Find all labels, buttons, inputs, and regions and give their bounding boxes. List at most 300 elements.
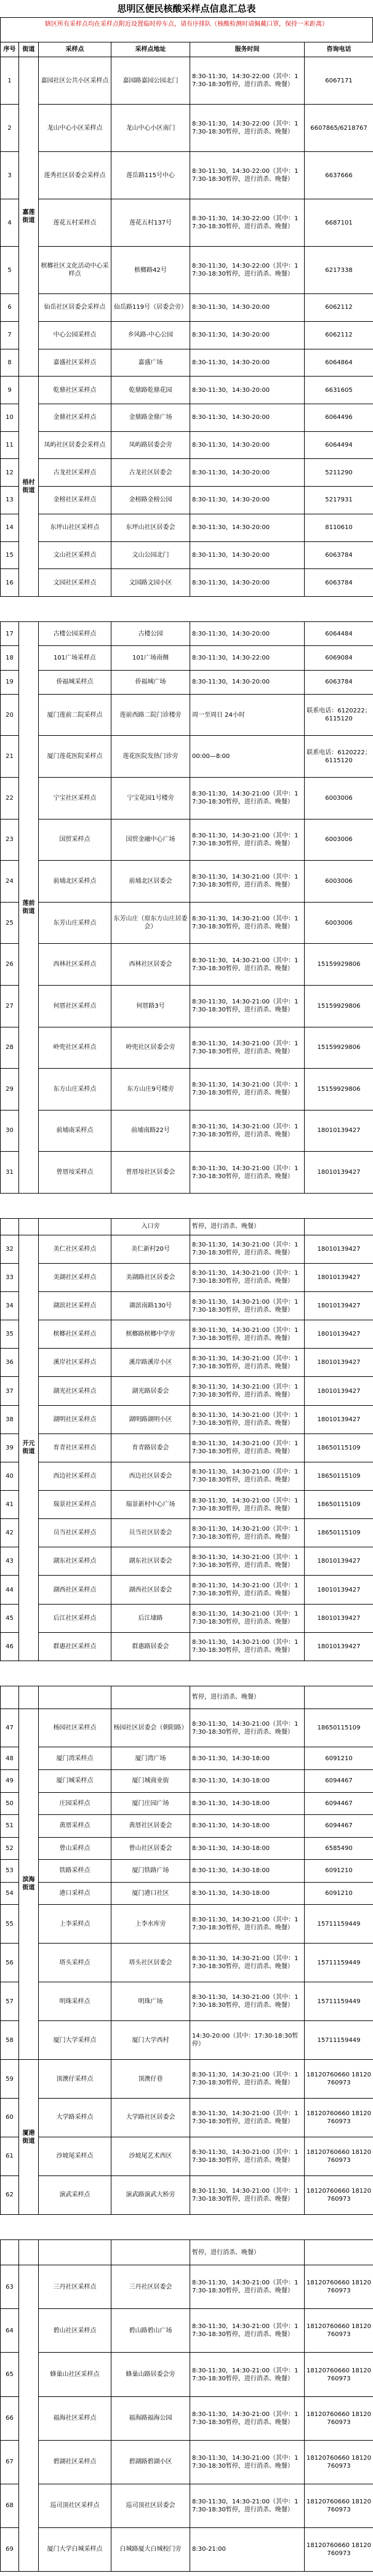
site-name: 湖明社区采样点 (39, 1405, 111, 1434)
site-address: 文山公园北门 (111, 541, 190, 569)
site-name: 莲花五村采样点 (39, 199, 111, 247)
site-name: 凤屿社区居委会采样点 (39, 431, 111, 459)
site-address: 美湖路社区居委会 (111, 1263, 190, 1291)
site-address: 国贸金融中心广场 (111, 819, 190, 861)
sampling-point-table (0, 2239, 373, 2572)
table-row (1, 1632, 373, 1661)
service-hours: 8:30-11:30，14:30-18:00 (190, 1815, 305, 1838)
table-row (1, 2137, 373, 2175)
site-address: 莲花医院发热门诊旁 (111, 736, 190, 778)
site-address (111, 1686, 190, 1709)
row-number: 1 (1, 57, 19, 105)
site-address: 上李水库旁 (111, 1905, 190, 1944)
site-name: 厦门城采样点 (39, 1770, 111, 1793)
page-title: 思明区便民核酸采样点信息汇总表 (117, 3, 256, 14)
site-address (111, 2240, 190, 2265)
site-name: 文山社区采样点 (39, 541, 111, 569)
site-address: 东坪山社区居委会 (111, 514, 190, 541)
service-hours: 8:30-11:30，14:30-21:00（其中：17:30-18:30暂停，进行消杀、晚餐） (190, 819, 305, 861)
row-number: 48 (1, 1747, 19, 1770)
contact-phone (305, 1686, 373, 1709)
row-number: 23 (1, 819, 19, 861)
service-hours: 8:30-11:30，14:30-21:00（其中：17:30-18:30暂停，进行消杀、晚餐） (190, 2440, 305, 2484)
table-row (1, 2175, 373, 2214)
header-site-name: 采样点 (39, 42, 111, 57)
table-row (1, 1377, 373, 1405)
service-hours: 8:30-11:30，14:30-21:00（其中：17:30-18:30暂停，进行消杀、晚餐） (190, 2265, 305, 2309)
contact-phone: 18120760660 18120760973 (305, 2137, 373, 2175)
site-address: 湖东社区居委会 (111, 1547, 190, 1576)
row-number: 61 (1, 2137, 19, 2175)
site-name: 溪岸社区采样点 (39, 1349, 111, 1377)
service-hours: 8:30-11:30，14:30-21:00（其中：17:30-18:30暂停，进行消杀、晚餐） (190, 2353, 305, 2396)
service-hours: 8:30-11:30，14:30-18:00 (190, 1837, 305, 1860)
site-name: 嘉园社区公共小区采样点 (39, 57, 111, 105)
service-hours: 8:30-11:30，14:30-22:00（其中：17:30-18:30暂停，进行消杀、晚餐） (190, 199, 305, 247)
site-address: 厦门港口社区 (111, 1882, 190, 1905)
table-row (1, 152, 373, 199)
site-address: 塔头社区居委会 (111, 1944, 190, 1982)
contact-phone: 18010139427 (305, 1110, 373, 1152)
site-name: 厦门大学白城采样点 (39, 2527, 111, 2571)
row-number: 26 (1, 944, 19, 986)
table-body (1, 622, 373, 1194)
site-name: 岭兜社区采样点 (39, 1027, 111, 1069)
table-row (1, 199, 373, 247)
site-name (39, 1219, 111, 1235)
site-name: 演武采样点 (39, 2175, 111, 2214)
service-hours: 8:30-11:30，14:30-21:00（其中：17:30-18:30暂停，进行消杀、晚餐） (190, 2060, 305, 2099)
table-row (1, 349, 373, 377)
table-row (1, 431, 373, 459)
site-address: 嘉园路嘉园公园北门 (111, 57, 190, 105)
site-name: 东方山庄采样点 (39, 1069, 111, 1111)
page-section-2 (0, 621, 373, 1194)
row-number: 43 (1, 1547, 19, 1576)
contact-phone: 6064864 (305, 349, 373, 377)
service-hours: 8:30-11:30，14:30-20:00 (190, 514, 305, 541)
site-address: 曾厝垵社区居委会 (111, 1152, 190, 1194)
table-row (1, 1982, 373, 2021)
table-row (1, 1882, 373, 1905)
service-hours: 8:30-11:30，14:30-18:00 (190, 1792, 305, 1815)
table-row (1, 1292, 373, 1320)
site-address: 瑞景新村中心广场 (111, 1491, 190, 1519)
service-hours: 8:30-11:30，14:30-18:00 (190, 1770, 305, 1793)
header-street: 街道 (19, 42, 39, 57)
contact-phone: 18120760660 18120760973 (305, 2265, 373, 2309)
row-number: 5 (1, 247, 19, 294)
row-number: 63 (1, 2265, 19, 2309)
site-name: 瑞景社区采样点 (39, 1491, 111, 1519)
table-row (1, 777, 373, 819)
service-hours: 暂停，进行消杀、晚餐） (190, 2240, 305, 2265)
service-hours: 8:30-11:30，14:30-21:00（其中：17:30-18:30暂停，进行消杀、晚餐） (190, 1547, 305, 1576)
contact-phone: 18010139427 (305, 1576, 373, 1604)
row-number: 49 (1, 1770, 19, 1793)
site-address: 东芳山庄（原东方山庄居委会） (111, 902, 190, 944)
table-row (1, 2353, 373, 2396)
contact-phone: 6094467 (305, 1815, 373, 1838)
site-name: 群惠社区采样点 (39, 1632, 111, 1661)
service-hours: 8:30-11:30，14:30-21:00（其中：17:30-18:30暂停，进行消杀、晚餐） (190, 1263, 305, 1291)
row-number: 27 (1, 985, 19, 1027)
table-row (1, 1944, 373, 1982)
table-row (1, 294, 373, 322)
contact-phone: 6607865/6218767 (305, 105, 373, 152)
site-name: 美仁社区采样点 (39, 1235, 111, 1263)
site-name: 育青社区采样点 (39, 1434, 111, 1462)
site-address: 碧山路碧山广场 (111, 2309, 190, 2353)
street-cell: 梧村街道 (19, 377, 39, 597)
table-row (1, 819, 373, 861)
service-hours: 8:30-11:30，14:30-21:00（其中：17:30-18:30暂停，进行消杀、晚餐） (190, 1377, 305, 1405)
service-hours: 暂停，进行消杀、晚餐） (190, 1219, 305, 1235)
site-name: 上李采样点 (39, 1905, 111, 1944)
continuation-row (1, 1686, 373, 1709)
contact-phone: 6094467 (305, 1792, 373, 1815)
page-section-5 (0, 2239, 373, 2572)
contact-phone: 6091210 (305, 1747, 373, 1770)
site-address: 福海路福海公园 (111, 2396, 190, 2440)
site-address: 群惠路居委会 (111, 1632, 190, 1661)
contact-phone: 6063784 (305, 569, 373, 597)
service-hours: 8:30-11:30，14:30-22:00（其中：17:30-18:30暂停，进行消杀、晚餐） (190, 247, 305, 294)
table-header-row (1, 42, 373, 57)
row-number: 58 (1, 2021, 19, 2060)
service-hours: 8:30-11:30，14:30-21:00（其中：17:30-18:30暂停，进行消杀、晚餐） (190, 1519, 305, 1547)
site-name: 厦门湾采样点 (39, 1747, 111, 1770)
row-number: 52 (1, 1837, 19, 1860)
table-row (1, 694, 373, 736)
site-name: 西边社区采样点 (39, 1462, 111, 1490)
row-number (1, 1219, 19, 1235)
contact-phone: 6003006 (305, 902, 373, 944)
contact-phone: 18120760660 18120760973 (305, 2099, 373, 2137)
site-address: 湖光路居委会 (111, 1377, 190, 1405)
service-hours: 8:30-11:30，14:30-21:00（其中：17:30-18:30暂停，进行消杀、晚餐） (190, 1069, 305, 1111)
site-name: 东芳山庄采样点 (39, 902, 111, 944)
row-number: 15 (1, 541, 19, 569)
table-row (1, 1491, 373, 1519)
row-number: 37 (1, 1377, 19, 1405)
service-hours: 8:30-11:30，14:30-21:00（其中：17:30-18:30暂停，进行消杀、晚餐） (190, 1027, 305, 1069)
site-name (39, 1686, 111, 1709)
continuation-row (1, 1219, 373, 1235)
row-number: 53 (1, 1860, 19, 1883)
header-phone: 咨询电话 (305, 42, 373, 57)
site-address: 碧湖路碧湖小区 (111, 2440, 190, 2484)
table-row (1, 1152, 373, 1194)
site-name: 中心公园采样点 (39, 321, 111, 349)
service-hours: 8:30-11:30，14:30-21:00（其中：17:30-18:30暂停，进行消杀、晚餐） (190, 1491, 305, 1519)
row-number: 3 (1, 152, 19, 199)
site-address: 蜂巢山路居委会旁 (111, 2353, 190, 2396)
contact-phone: 18010139427 (305, 1320, 373, 1349)
site-address: 明珠广场 (111, 1982, 190, 2021)
site-name: 侨福城采样点 (39, 670, 111, 694)
table-row (1, 1905, 373, 1944)
contact-phone: 6067171 (305, 57, 373, 105)
service-hours: 周一至周日 24小时 (190, 694, 305, 736)
row-number: 20 (1, 694, 19, 736)
service-hours: 8:30-11:30，14:30-20:00 (190, 622, 305, 646)
row-number: 21 (1, 736, 19, 778)
service-hours: 8:30-11:30，14:30-21:00（其中：17:30-18:30暂停，进行消杀、晚餐） (190, 861, 305, 903)
service-hours: 8:30-11:30，14:30-20:00 (190, 404, 305, 431)
row-number: 64 (1, 2309, 19, 2353)
site-name: 前埔南采样点 (39, 1110, 111, 1152)
contact-phone: 5217931 (305, 487, 373, 514)
table-row (1, 1110, 373, 1152)
service-hours: 8:30-11:30，14:30-22:00（其中：17:30-18:30暂停，进行消杀、晚餐） (190, 57, 305, 105)
sampling-point-table (0, 621, 373, 1194)
site-name: 宁宝社区采样点 (39, 777, 111, 819)
site-address: 何厝路3号 (111, 985, 190, 1027)
site-name: 港口采样点 (39, 1882, 111, 1905)
site-name: 员当社区采样点 (39, 1519, 111, 1547)
table-row (1, 1576, 373, 1604)
contact-phone: 联系电话：6120222；6115120 (305, 736, 373, 778)
contact-phone: 15711159449 (305, 1905, 373, 1944)
site-address: 杨园社区居委会（朝阳路） (111, 1709, 190, 1747)
contact-phone: 6091210 (305, 1882, 373, 1905)
table-row (1, 1815, 373, 1838)
table-row (1, 1235, 373, 1263)
table-row (1, 1792, 373, 1815)
site-address: 仙岳路119号（居委会旁） (111, 294, 190, 322)
row-number: 47 (1, 1709, 19, 1747)
site-address: 龙山中心小区南门 (111, 105, 190, 152)
table-row (1, 247, 373, 294)
contact-phone: 15159929806 (305, 944, 373, 986)
table-row (1, 1747, 373, 1770)
row-number: 36 (1, 1349, 19, 1377)
contact-phone: 6091210 (305, 1860, 373, 1883)
site-name: 湖光社区采样点 (39, 1377, 111, 1405)
contact-phone: 18120760660 18120760973 (305, 2309, 373, 2353)
site-name: 黄厝采样点 (39, 1815, 111, 1838)
page-section-3 (0, 1218, 373, 1661)
notice-text: 辖区所有采样点均在采样点附近设置临时停车点，请有序排队（核酸检测时请佩戴口罩，保持一米距离） (0, 17, 373, 42)
site-name: 厦门莲前二院采样点 (39, 694, 111, 736)
contact-phone: 5211290 (305, 459, 373, 487)
table-body (1, 57, 373, 597)
row-number: 13 (1, 487, 19, 514)
site-address: 侨福城广场 (111, 670, 190, 694)
contact-phone: 18010139427 (305, 1263, 373, 1291)
site-address: 黄厝社区居委会 (111, 1815, 190, 1838)
site-address: 入口旁 (111, 1219, 190, 1235)
contact-phone: 6687101 (305, 199, 373, 247)
service-hours: 8:30-21:00 (190, 2527, 305, 2571)
site-name: 曾厝垵采样点 (39, 1152, 111, 1194)
street-cell (19, 1686, 39, 1709)
row-number: 25 (1, 902, 19, 944)
service-hours: 8:30-11:30，14:30-20:00 (190, 487, 305, 514)
table-row (1, 2484, 373, 2527)
table-row (1, 1434, 373, 1462)
table-row (1, 736, 373, 778)
service-hours: 8:30-11:30，14:30-18:00 (190, 1882, 305, 1905)
header-number: 序号 (1, 42, 19, 57)
site-name: 明珠采样点 (39, 1982, 111, 2021)
table-row (1, 2527, 373, 2571)
site-address: 金榜路金榜公园 (111, 487, 190, 514)
table-row (1, 1069, 373, 1111)
site-name: 湖西社区采样点 (39, 1576, 111, 1604)
contact-phone: 18120760660 18120760973 (305, 2060, 373, 2099)
row-number: 30 (1, 1110, 19, 1152)
site-name: 湖东社区采样点 (39, 1547, 111, 1576)
site-name: 湖滨社区采样点 (39, 1292, 111, 1320)
table-row (1, 514, 373, 541)
street-cell: 开元街道 (19, 1235, 39, 1661)
site-address: 莲前西路二院门诊楼旁 (111, 694, 190, 736)
site-name: 101广场采样点 (39, 646, 111, 670)
table-row (1, 1349, 373, 1377)
street-cell: 嘉莲街道 (19, 57, 39, 377)
table-row (1, 1837, 373, 1860)
header-address: 采样点地址 (111, 42, 190, 57)
table-row (1, 57, 373, 105)
page-section-1 (0, 0, 373, 597)
service-hours: 8:30-11:30，14:30-20:00 (190, 459, 305, 487)
table-row (1, 1027, 373, 1069)
service-hours: 8:30-11:30，14:30-20:00 (190, 670, 305, 694)
row-number: 28 (1, 1027, 19, 1069)
contact-phone: 18010139427 (305, 1632, 373, 1661)
table-row (1, 2021, 373, 2060)
contact-phone: 6585490 (305, 1837, 373, 1860)
site-name: 嘉盛社区采样点 (39, 349, 111, 377)
row-number: 33 (1, 1263, 19, 1291)
site-address: 厦门大学西村 (111, 2021, 190, 2060)
site-address: 岭兜社区居委会旁 (111, 1027, 190, 1069)
contact-phone: 6064494 (305, 431, 373, 459)
site-address: 前埔南路22号 (111, 1110, 190, 1152)
table-row (1, 902, 373, 944)
service-hours: 8:30-11:30，14:30-21:00（其中：17:30-18:30暂停，进行消杀、晚餐） (190, 1320, 305, 1349)
site-name: 古楼公园采样点 (39, 622, 111, 646)
row-number: 68 (1, 2484, 19, 2527)
contact-phone: 18650115109 (305, 1491, 373, 1519)
row-number: 69 (1, 2527, 19, 2571)
site-address: 员当社区居委会 (111, 1519, 190, 1547)
contact-phone: 6063784 (305, 670, 373, 694)
site-address: 莲岳路115号中心 (111, 152, 190, 199)
header-hours: 服务时间 (190, 42, 305, 57)
site-name: 蜂巢山社区采样点 (39, 2353, 111, 2396)
service-hours: 暂停，进行消杀、晚餐） (190, 1686, 305, 1709)
site-name: 铁路采样点 (39, 1860, 111, 1883)
contact-phone: 6003006 (305, 861, 373, 903)
row-number: 17 (1, 622, 19, 646)
row-number: 55 (1, 1905, 19, 1944)
contact-phone: 15159929806 (305, 1069, 373, 1111)
row-number: 6 (1, 294, 19, 322)
service-hours: 8:30-11:30，14:30-18:00 (190, 1747, 305, 1770)
contact-phone (305, 1219, 373, 1235)
site-name: 文园社区采样点 (39, 569, 111, 597)
service-hours: 8:30-11:30，14:30-20:00 (190, 431, 305, 459)
row-number: 44 (1, 1576, 19, 1604)
row-number: 24 (1, 861, 19, 903)
row-number: 10 (1, 404, 19, 431)
table-row (1, 1604, 373, 1632)
site-address: 古龙社区居委会 (111, 459, 190, 487)
table-row (1, 2396, 373, 2440)
service-hours: 8:30-11:30，14:30-20:00 (190, 377, 305, 404)
contact-phone: 18120760660 18120760973 (305, 2440, 373, 2484)
contact-phone: 18010139427 (305, 1377, 373, 1405)
row-number: 8 (1, 349, 19, 377)
contact-phone: 18120760660 18120760973 (305, 2175, 373, 2214)
contact-phone: 6062112 (305, 294, 373, 322)
site-address: 厦门湾广场 (111, 1747, 190, 1770)
service-hours: 8:30-11:30，14:30-21:00（其中：17:30-18:30暂停，进行消杀、晚餐） (190, 1982, 305, 2021)
site-name: 槟榔社区文化活动中心采样点 (39, 247, 111, 294)
site-address: 育青路居委会 (111, 1434, 190, 1462)
street-cell (19, 2240, 39, 2265)
row-number: 31 (1, 1152, 19, 1194)
site-name: 福海社区采样点 (39, 2396, 111, 2440)
site-name: 巡司顶社区采样点 (39, 2484, 111, 2527)
row-number: 60 (1, 2099, 19, 2137)
row-number: 16 (1, 569, 19, 597)
site-address: 东方山庄9号楼旁 (111, 1069, 190, 1111)
contact-phone: 18010139427 (305, 1349, 373, 1377)
site-address: 溪岸路溪岸小区 (111, 1349, 190, 1377)
site-address: 湖滨南路130号 (111, 1292, 190, 1320)
site-name: 前埔北区采样点 (39, 861, 111, 903)
service-hours: 8:30-11:30，14:30-21:00（其中：17:30-18:30暂停，进行消杀、晚餐） (190, 1235, 305, 1263)
table-row (1, 944, 373, 986)
sampling-point-table (0, 1686, 373, 2215)
site-address: 顶澳仔巷 (111, 2060, 190, 2099)
row-number: 42 (1, 1519, 19, 1547)
service-hours: 8:30-11:30，14:30-22:00（其中：17:30-18:30暂停，进行消杀、晚餐） (190, 105, 305, 152)
contact-phone: 18650115109 (305, 1519, 373, 1547)
site-address: 西边社区居委会 (111, 1462, 190, 1490)
site-address: 莲花五村137号 (111, 199, 190, 247)
row-number: 9 (1, 377, 19, 404)
table-row (1, 1320, 373, 1349)
row-number: 66 (1, 2396, 19, 2440)
table-row (1, 985, 373, 1027)
site-name: 西林社区采样点 (39, 944, 111, 986)
street-cell: 滨海街道 (19, 1709, 39, 2060)
service-hours: 8:30-11:30，14:30-21:00（其中：17:30-18:30暂停，进行消杀、晚餐） (190, 2396, 305, 2440)
contact-phone: 15711159449 (305, 1982, 373, 2021)
contact-phone: 6064496 (305, 404, 373, 431)
contact-phone: 15159929806 (305, 985, 373, 1027)
table-row (1, 377, 373, 404)
table-body (1, 1686, 373, 2215)
site-address: 厦门铁路广场 (111, 1860, 190, 1883)
service-hours: 8:30-11:30，14:30-21:00（其中：17:30-18:30暂停，进行消杀、晚餐） (190, 902, 305, 944)
sampling-point-table (0, 1218, 373, 1661)
row-number: 18 (1, 646, 19, 670)
service-hours: 8:30-11:30，14:30-20:00 (190, 541, 305, 569)
contact-phone: 18010139427 (305, 1152, 373, 1194)
table-row (1, 2060, 373, 2099)
service-hours: 8:30-11:30，14:30-21:00（其中：17:30-18:30暂停，进行消杀、晚餐） (190, 1632, 305, 1661)
contact-phone (305, 2240, 373, 2265)
row-number: 40 (1, 1462, 19, 1490)
site-name: 顶澳仔采样点 (39, 2060, 111, 2099)
service-hours: 8:30-11:30，14:30-18:00 (190, 1860, 305, 1883)
